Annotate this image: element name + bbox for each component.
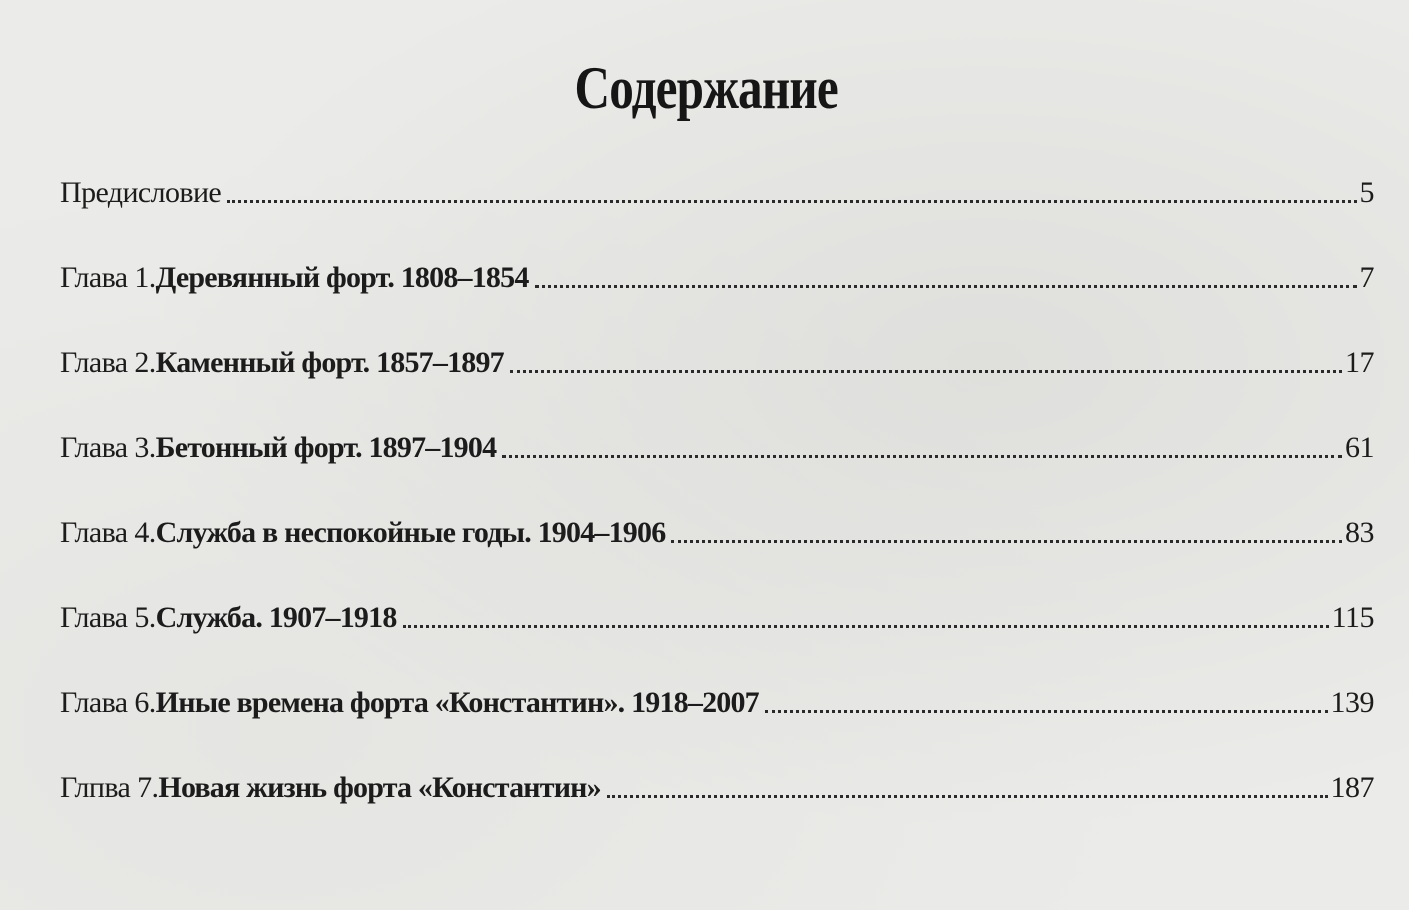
dot-leader <box>535 285 1357 288</box>
entry-prefix: Предисловие <box>60 176 222 209</box>
toc-entry-chapter-2[interactable] <box>60 336 1374 380</box>
entry-prefix: Глпва 7. <box>60 771 159 804</box>
toc-entry-chapter-4[interactable] <box>60 506 1374 550</box>
toc-entry-chapter-7[interactable] <box>60 761 1374 805</box>
toc-entry-chapter-1[interactable] <box>60 251 1374 295</box>
entry-prefix: Глава 6. <box>60 686 156 719</box>
page-title: Содержание <box>574 55 838 122</box>
entry-title: Каменный форт. 1857–1897 <box>155 346 504 379</box>
entry-title: Деревянный форт. 1808–1854 <box>155 261 529 294</box>
entry-title: Служба. 1907–1918 <box>155 601 397 634</box>
entry-page-number: 115 <box>1331 601 1374 634</box>
toc-entry-preface[interactable] <box>60 166 1374 210</box>
toc-entry-chapter-3[interactable] <box>60 421 1374 465</box>
dot-leader <box>502 455 1342 458</box>
dot-leader <box>671 540 1342 543</box>
entry-prefix: Глава 4. <box>60 516 156 549</box>
entry-prefix: Глава 2. <box>60 346 156 379</box>
entry-page-number: 83 <box>1345 516 1374 549</box>
toc-entry-chapter-6[interactable] <box>60 676 1374 720</box>
dot-leader <box>607 795 1328 798</box>
toc-entry-chapter-5[interactable] <box>60 591 1374 635</box>
entry-title: Служба в неспокойные годы. 1904–1906 <box>155 516 666 549</box>
dot-leader <box>227 200 1356 203</box>
entry-title: Новая жизнь форта «Константин» <box>158 771 601 804</box>
dot-leader <box>510 370 1342 373</box>
entry-prefix: Глава 3. <box>60 431 156 464</box>
dot-leader <box>765 710 1328 713</box>
entry-page-number: 5 <box>1359 176 1374 209</box>
entry-prefix: Глава 1. <box>60 261 156 294</box>
entry-page-number: 139 <box>1330 686 1374 719</box>
dot-leader <box>403 625 1329 628</box>
entry-page-number: 17 <box>1345 346 1374 379</box>
entry-page-number: 7 <box>1359 261 1374 294</box>
entry-page-number: 187 <box>1330 771 1374 804</box>
entry-title: Бетонный форт. 1897–1904 <box>155 431 497 464</box>
entry-page-number: 61 <box>1345 431 1374 464</box>
entry-title: Иные времена форта «Константин». 1918–2007 <box>155 686 759 719</box>
entry-prefix: Глава 5. <box>60 601 156 634</box>
